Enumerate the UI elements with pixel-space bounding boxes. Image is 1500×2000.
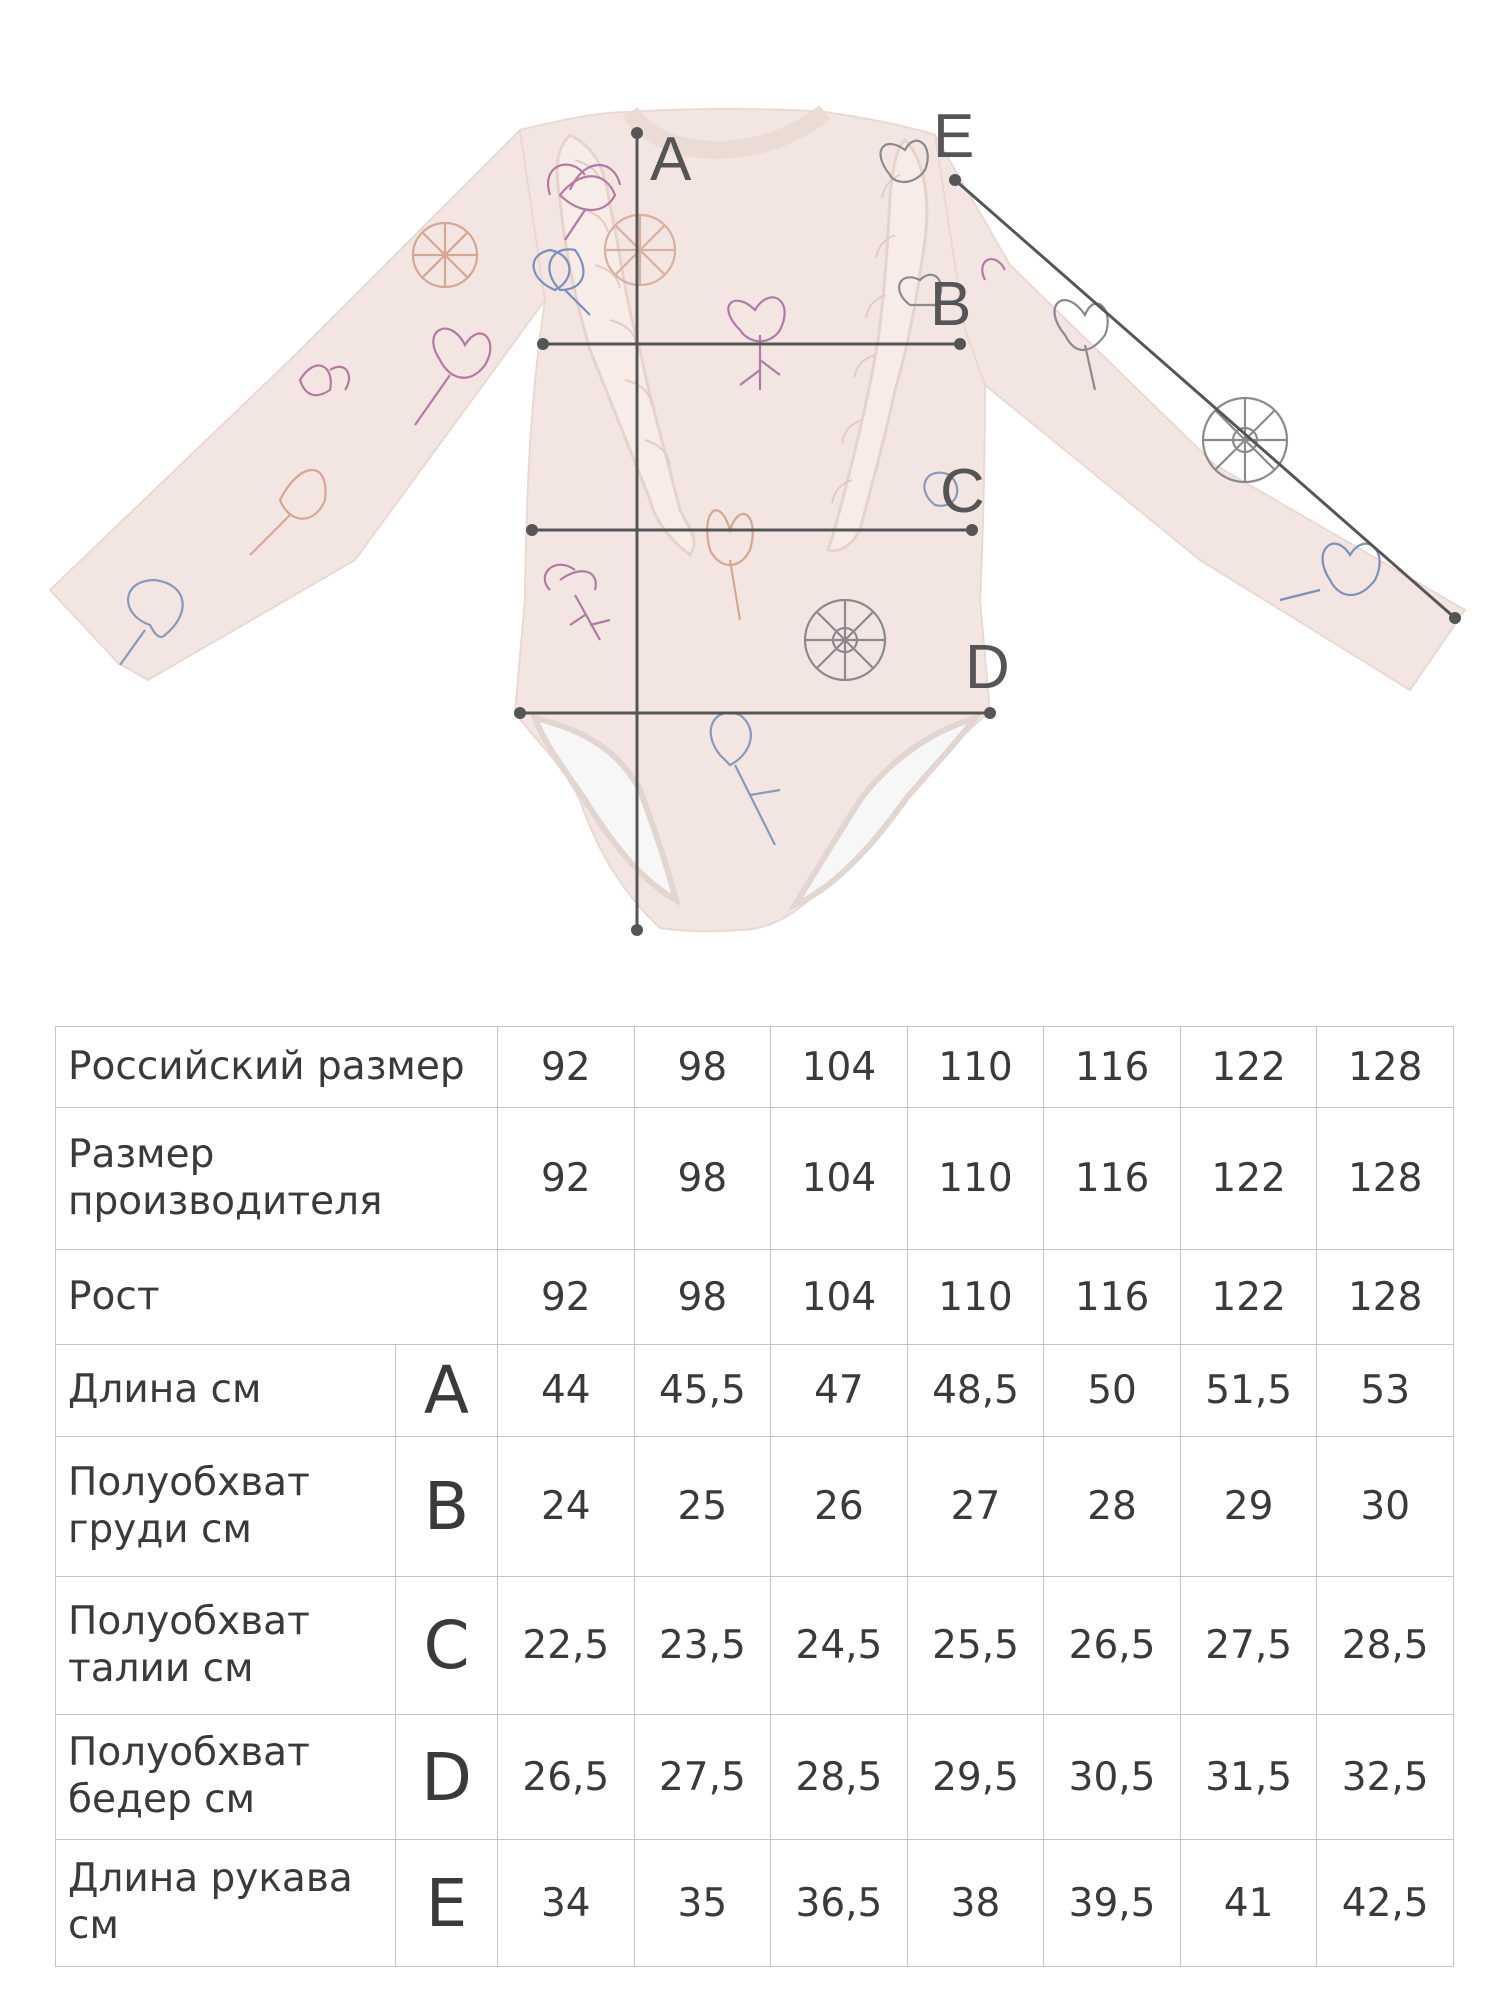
measure-cell: 53	[1317, 1345, 1454, 1437]
table-row	[56, 1027, 1454, 1108]
size-cell: 98	[634, 1108, 771, 1250]
measure-letter-c: C	[940, 457, 985, 526]
swimsuit-illustration	[0, 0, 1500, 960]
size-cell: 122	[1180, 1027, 1317, 1108]
measure-cell: 22,5	[498, 1577, 635, 1715]
left-sleeve	[50, 130, 545, 680]
measure-dot-c-left	[526, 524, 538, 536]
size-cell: 110	[907, 1108, 1044, 1250]
size-cell: 122	[1180, 1250, 1317, 1345]
measure-cell: 44	[498, 1345, 635, 1437]
measure-letter-cell: E	[396, 1840, 498, 1967]
measure-dot-a-top	[631, 127, 643, 139]
measure-cell: 26,5	[498, 1715, 635, 1840]
size-cell: 92	[498, 1250, 635, 1345]
row-label: Полуобхват груди см	[56, 1437, 396, 1577]
measure-dot-e-start	[949, 174, 961, 186]
size-cell: 128	[1317, 1250, 1454, 1345]
measure-dot-a-bottom	[631, 924, 643, 936]
size-cell: 98	[634, 1250, 771, 1345]
measure-cell: 50	[1044, 1345, 1181, 1437]
measure-cell: 39,5	[1044, 1840, 1181, 1967]
measure-cell: 28	[1044, 1437, 1181, 1577]
size-cell: 128	[1317, 1027, 1454, 1108]
table-row	[56, 1345, 1454, 1437]
measure-dot-b-right	[954, 338, 966, 350]
right-sleeve	[935, 135, 1465, 690]
measure-cell: 25,5	[907, 1577, 1044, 1715]
measure-cell: 32,5	[1317, 1715, 1454, 1840]
size-cell: 122	[1180, 1108, 1317, 1250]
measure-cell: 36,5	[771, 1840, 908, 1967]
size-chart-table	[55, 1026, 1454, 1967]
measure-cell: 27	[907, 1437, 1044, 1577]
size-cell: 116	[1044, 1108, 1181, 1250]
measure-cell: 23,5	[634, 1577, 771, 1715]
row-label	[56, 1108, 498, 1250]
measure-letter-cell: D	[396, 1715, 498, 1840]
size-cell: 116	[1044, 1027, 1181, 1108]
size-cell: 92	[498, 1108, 635, 1250]
table-row	[56, 1250, 1454, 1345]
measure-letter-e: E	[933, 102, 975, 171]
measure-cell: 42,5	[1317, 1840, 1454, 1967]
measure-letter-cell: A	[396, 1345, 498, 1437]
size-cell: 92	[498, 1027, 635, 1108]
table-row	[56, 1715, 1454, 1840]
measure-cell: 24	[498, 1437, 635, 1577]
measure-cell: 51,5	[1180, 1345, 1317, 1437]
measure-dot-e-end	[1449, 612, 1461, 624]
row-label-text: Размер производителя	[68, 1131, 383, 1224]
measure-cell: 47	[771, 1345, 908, 1437]
table-row	[56, 1577, 1454, 1715]
measure-cell: 26	[771, 1437, 908, 1577]
size-cell: 104	[771, 1250, 908, 1345]
measure-cell: 28,5	[1317, 1577, 1454, 1715]
size-cell: 110	[907, 1027, 1044, 1108]
size-cell: 104	[771, 1027, 908, 1108]
size-cell: 110	[907, 1250, 1044, 1345]
measure-cell: 30	[1317, 1437, 1454, 1577]
measure-cell: 35	[634, 1840, 771, 1967]
size-cell: 128	[1317, 1108, 1454, 1250]
swimsuit-garment	[50, 109, 1465, 931]
measure-cell: 41	[1180, 1840, 1317, 1967]
row-label: Полуобхват бедер см	[56, 1715, 396, 1840]
measure-dot-b-left	[537, 338, 549, 350]
measure-cell: 30,5	[1044, 1715, 1181, 1840]
row-label: Рост	[56, 1250, 498, 1345]
measure-letter-d: D	[965, 633, 1010, 702]
measure-dot-d-left	[514, 707, 526, 719]
measure-cell: 26,5	[1044, 1577, 1181, 1715]
measure-cell: 27,5	[1180, 1577, 1317, 1715]
row-label: Российский размер	[56, 1027, 498, 1108]
measure-cell: 34	[498, 1840, 635, 1967]
measure-letter-a: A	[650, 125, 692, 194]
measure-letter-cell: C	[396, 1577, 498, 1715]
table-row	[56, 1437, 1454, 1577]
measure-letter-cell: B	[396, 1437, 498, 1577]
measure-cell: 48,5	[907, 1345, 1044, 1437]
table-row	[56, 1108, 1454, 1250]
row-label: Длина см	[56, 1345, 396, 1437]
measure-letter-b: B	[930, 270, 972, 339]
row-label: Полуобхват талии см	[56, 1577, 396, 1715]
measure-cell: 25	[634, 1437, 771, 1577]
measure-cell: 24,5	[771, 1577, 908, 1715]
table-row	[56, 1840, 1454, 1967]
measure-cell: 28,5	[771, 1715, 908, 1840]
measure-cell: 45,5	[634, 1345, 771, 1437]
measure-cell: 29,5	[907, 1715, 1044, 1840]
size-cell: 116	[1044, 1250, 1181, 1345]
measure-cell: 27,5	[634, 1715, 771, 1840]
size-cell: 98	[634, 1027, 771, 1108]
measure-cell: 29	[1180, 1437, 1317, 1577]
row-label: Длина рукава см	[56, 1840, 396, 1967]
measure-dot-d-right	[984, 707, 996, 719]
measure-cell: 31,5	[1180, 1715, 1317, 1840]
size-cell: 104	[771, 1108, 908, 1250]
measure-cell: 38	[907, 1840, 1044, 1967]
